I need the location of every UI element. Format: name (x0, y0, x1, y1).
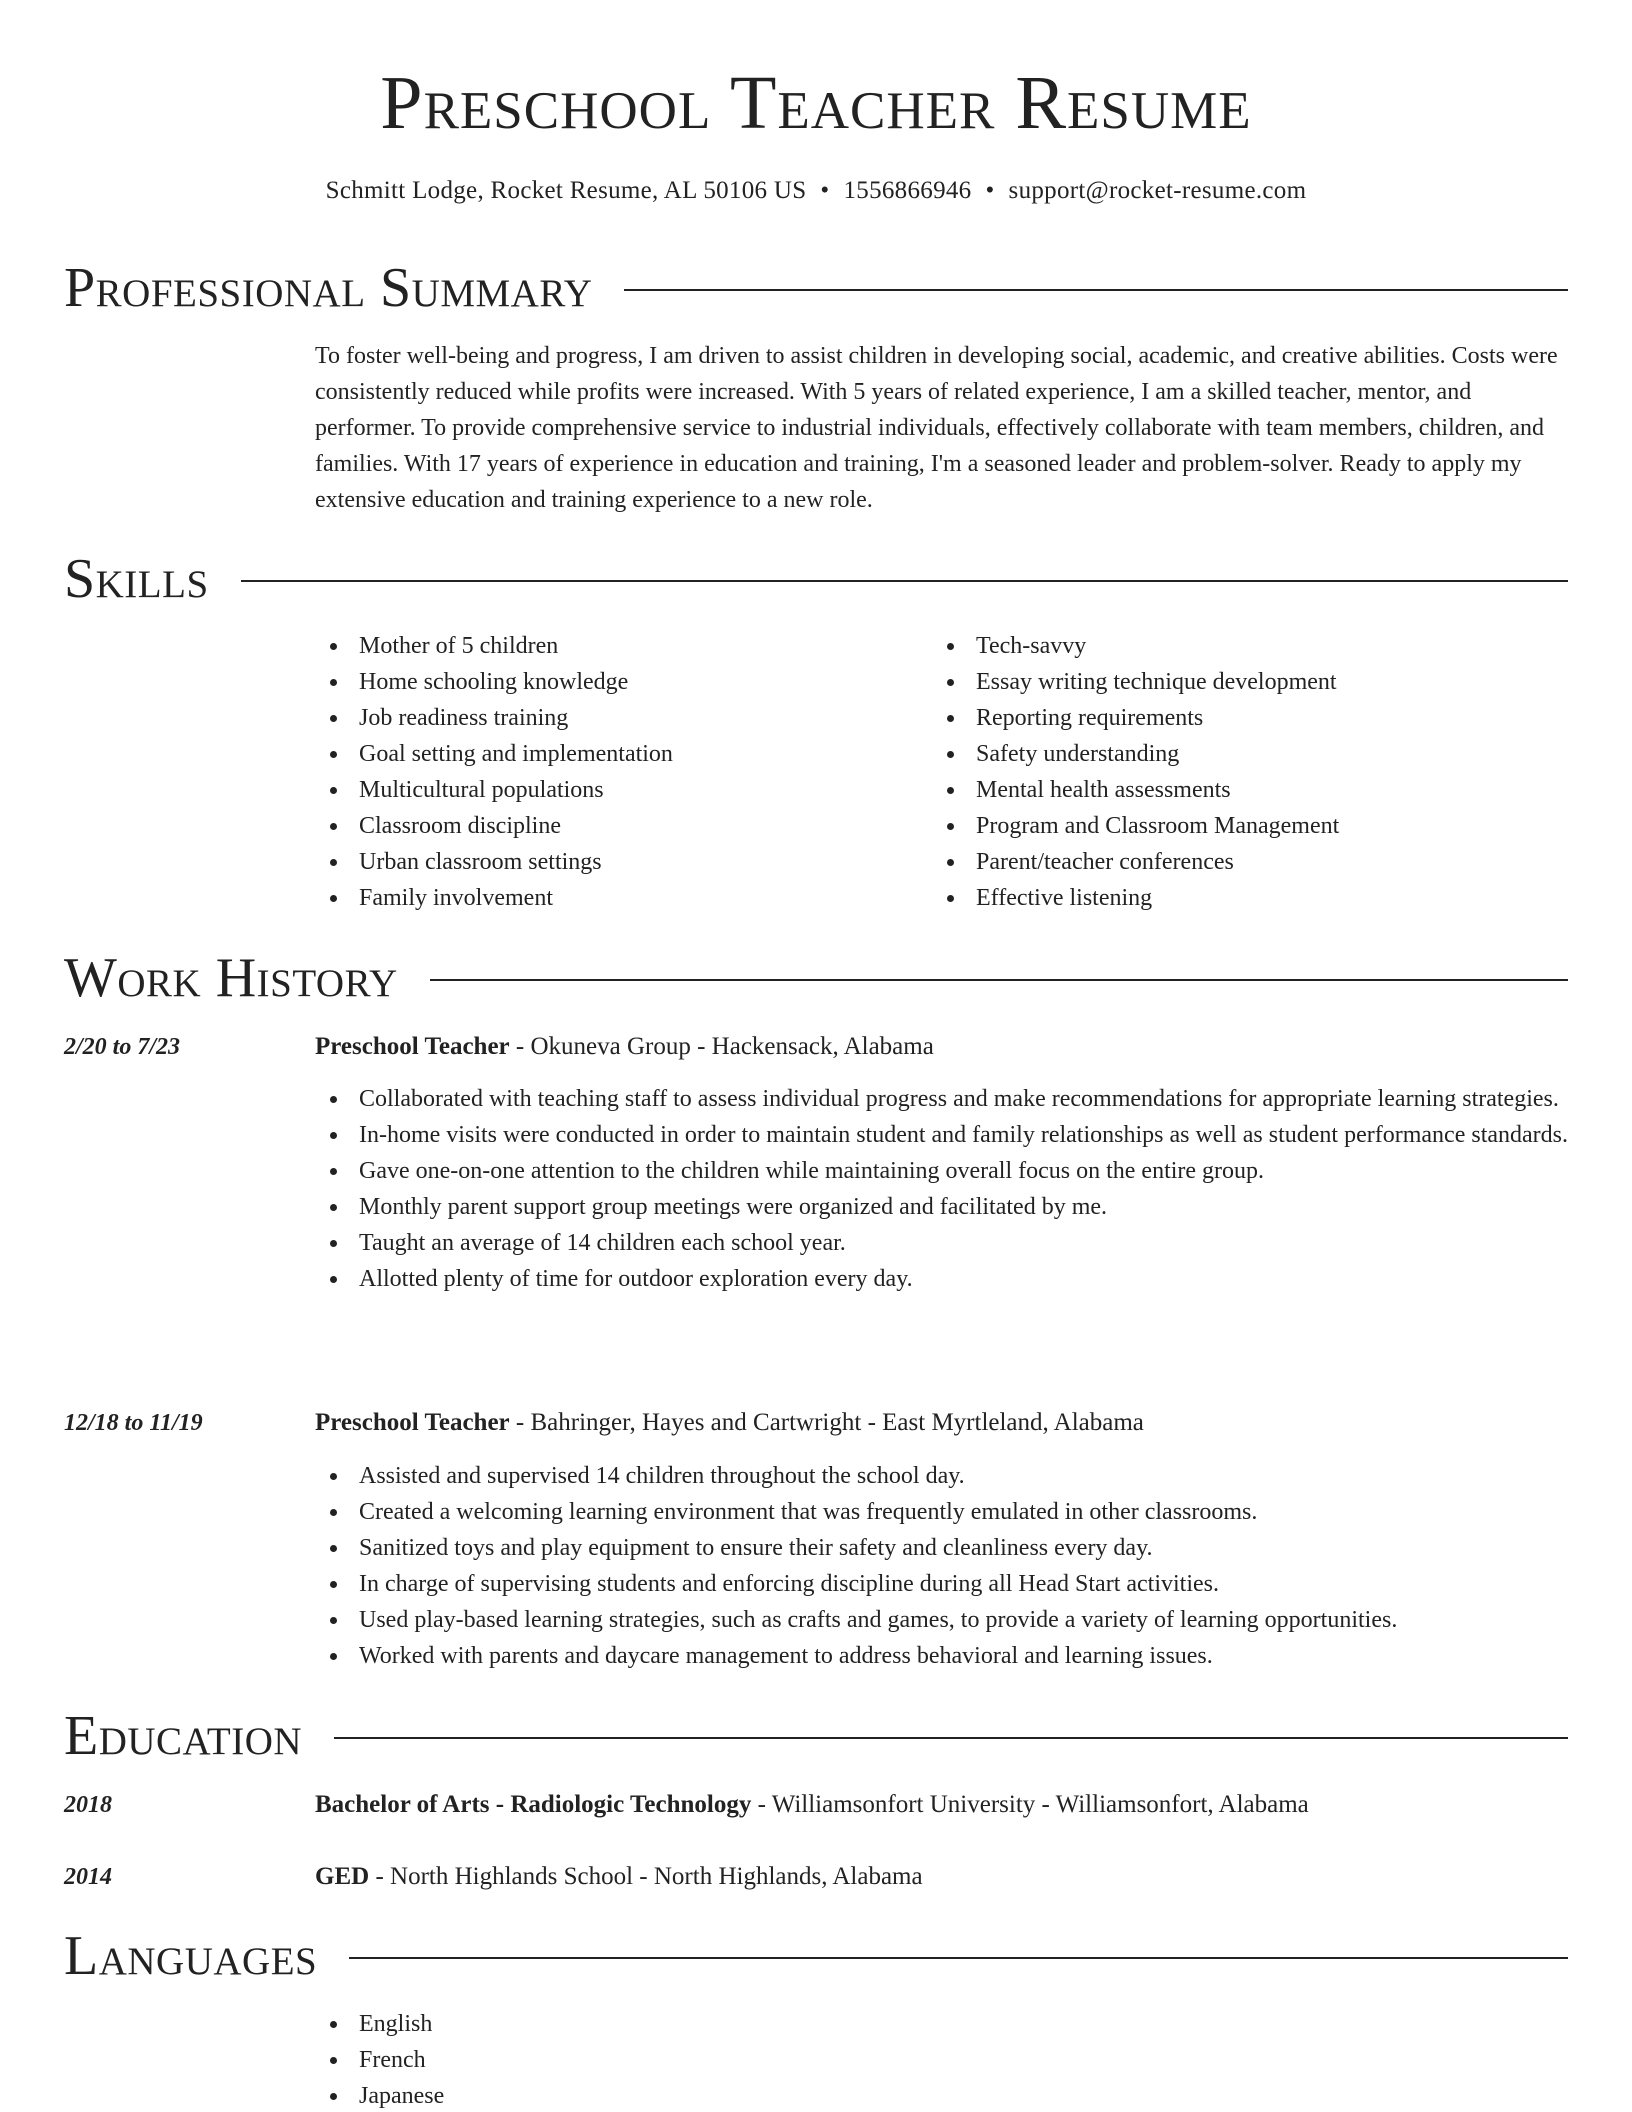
job-bullet: Monthly parent support group meetings were organized and facilitated by me. (315, 1189, 1568, 1225)
section-work-header (64, 946, 1568, 1010)
skill-item: Parent/teacher conferences (932, 844, 1549, 880)
section-rule (334, 1737, 1568, 1739)
separator-dot: • (985, 177, 995, 204)
job-heading (315, 1405, 1568, 1441)
section-skills-header (64, 547, 1568, 611)
education-school: - North Highlands School - North Highlands, Alabama (369, 1863, 923, 1890)
skill-item: Safety understanding (932, 736, 1549, 772)
section-heading: Work History (64, 947, 398, 1009)
job-bullet: Allotted plenty of time for outdoor exploration every day. (315, 1261, 1568, 1297)
job-dates: 12/18 to 11/19 (64, 1410, 203, 1436)
section-education-header (64, 1704, 1568, 1768)
job-bullet: Sanitized toys and play equipment to ensure their safety and cleanliness every day. (315, 1530, 1568, 1566)
section-summary-header (64, 256, 1568, 320)
section-rule (241, 580, 1568, 582)
page-title: Preschool Teacher Resume (380, 61, 1252, 145)
section-rule (349, 1957, 1568, 1959)
education-year: 2014 (64, 1864, 112, 1890)
separator-dot: • (820, 177, 830, 204)
education-degree: Bachelor of Arts - Radiologic Technology (315, 1791, 752, 1818)
skill-item: Job readiness training (315, 700, 932, 736)
language-item: French (315, 2042, 1568, 2078)
skill-item: Essay writing technique development (932, 664, 1549, 700)
languages-list (315, 2006, 1568, 2112)
job-bullet: Collaborated with teaching staff to assess individual progress and make recommendations for appropriate learning strategies. (315, 1081, 1568, 1117)
contact-email[interactable]: support@rocket-resume.com (1008, 177, 1307, 204)
skills-column-left (315, 628, 932, 916)
job-bullet: Worked with parents and daycare management to address behavioral and learning issues. (315, 1638, 1568, 1674)
job-bullet: Taught an average of 14 children each school year. (315, 1225, 1568, 1261)
job-bullet: Created a welcoming learning environment that was frequently emulated in other classrooms. (315, 1494, 1568, 1530)
language-item: English (315, 2006, 1568, 2042)
job-employer: - Okuneva Group - Hackensack, Alabama (509, 1033, 934, 1060)
education-entry (315, 1859, 1568, 1895)
section-rule (430, 979, 1568, 981)
skill-item: Multicultural populations (315, 772, 932, 808)
summary-text: To foster well-being and progress, I am driven to assist children in developing social, academic, and creative abilities. Costs were consistently reduced while profits were increased. With 5 years of related experience, I am a skilled teacher, mentor, and performer. To provide comprehensive service to industrial individuals, effectively collaborate with team members, children, and families. With 17 years of experience in education and training, I'm a seasoned leader and problem-solver. Ready to apply my extensive education and training experience to a new role. (315, 343, 1558, 513)
section-rule (624, 289, 1568, 291)
education-school: - Williamsonfort University - Williamsonfort, Alabama (751, 1791, 1309, 1818)
job-title: Preschool Teacher (315, 1409, 510, 1436)
section-languages-header (64, 1924, 1568, 1988)
job-title: Preschool Teacher (315, 1033, 510, 1060)
job-bullet: Gave one-on-one attention to the children while maintaining overall focus on the entire group. (315, 1153, 1568, 1189)
job-bullet: Used play-based learning strategies, such as crafts and games, to provide a variety of learning opportunities. (315, 1602, 1568, 1638)
contact-phone: 1556866946 (843, 177, 972, 204)
job-heading (315, 1029, 1568, 1065)
skill-item: Effective listening (932, 880, 1549, 916)
skill-item: Classroom discipline (315, 808, 932, 844)
skill-item: Tech-savvy (932, 628, 1549, 664)
job-dates: 2/20 to 7/23 (64, 1034, 181, 1060)
education-year: 2018 (64, 1792, 112, 1818)
skill-item: Family involvement (315, 880, 932, 916)
skill-item: Urban classroom settings (315, 844, 932, 880)
contact-line (0, 174, 1632, 208)
job-bullets (315, 1081, 1568, 1297)
job-bullet: In-home visits were conducted in order to maintain student and family relationships as well as student performance standards. (315, 1117, 1568, 1153)
job-bullet: Assisted and supervised 14 children throughout the school day. (315, 1458, 1568, 1494)
skill-item: Reporting requirements (932, 700, 1549, 736)
section-heading: Languages (64, 1925, 318, 1987)
language-item: Japanese (315, 2078, 1568, 2112)
skills-column-right (932, 628, 1549, 916)
section-heading: Skills (64, 548, 209, 610)
education-entry (315, 1787, 1568, 1823)
skill-item: Mental health assessments (932, 772, 1549, 808)
skill-item: Goal setting and implementation (315, 736, 932, 772)
skill-item: Mother of 5 children (315, 628, 932, 664)
section-heading: Professional Summary (64, 257, 593, 319)
skill-item: Program and Classroom Management (932, 808, 1549, 844)
job-bullet: In charge of supervising students and enforcing discipline during all Head Start activities. (315, 1566, 1568, 1602)
section-heading: Education (64, 1705, 303, 1767)
contact-address: Schmitt Lodge, Rocket Resume, AL 50106 US (325, 177, 807, 204)
skills-list (315, 628, 1568, 916)
job-bullets (315, 1458, 1568, 1674)
education-degree: GED (315, 1863, 370, 1890)
job-employer: - Bahringer, Hayes and Cartwright - East Myrtleland, Alabama (509, 1409, 1144, 1436)
skill-item: Home schooling knowledge (315, 664, 932, 700)
